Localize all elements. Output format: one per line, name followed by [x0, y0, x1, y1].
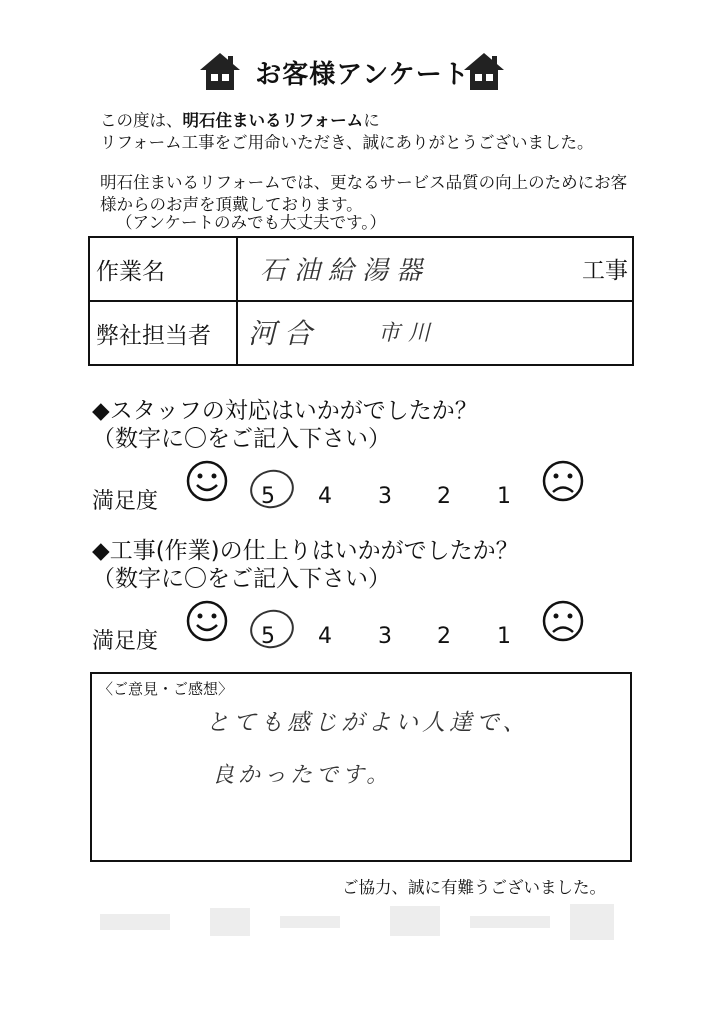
staff-value-1: 河合: [248, 317, 321, 350]
intro-line-3: 明石住まいるリフォームでは、更なるサービス品質の向上のためにお客: [100, 173, 628, 192]
intro-line-4: 様からのお声を頂戴しております。: [100, 195, 363, 214]
staff-value-cell[interactable]: [237, 301, 633, 365]
q1-option-5[interactable]: 5: [261, 484, 275, 509]
question-1-text: ◆スタッフの対応はいかがでしたか？: [92, 398, 478, 424]
frowning-face-icon: [542, 460, 584, 502]
frowning-face-icon: [542, 600, 584, 642]
q2-option-4[interactable]: 4: [318, 624, 332, 649]
company-name: 明石住まいるリフォーム: [182, 111, 364, 130]
staff-label: 弊社担当者: [89, 301, 237, 365]
house-icon: [462, 50, 506, 92]
work-suffix: 工事: [582, 258, 628, 284]
smiley-face-icon: [186, 600, 228, 642]
intro-line-5: （アンケートのみでも大丈夫です。）: [116, 213, 386, 232]
faded-company-stamp: [100, 900, 620, 948]
question-2-instruction: （数字に〇をご記入下さい）: [92, 566, 391, 592]
comment-line-2: 良かったです。: [212, 763, 393, 788]
work-value: 石油給湯器: [260, 256, 431, 286]
closing-text: ご協力、誠に有難うございました。: [342, 878, 606, 897]
question-1-instruction: （数字に〇をご記入下さい）: [92, 426, 391, 452]
q1-option-1[interactable]: 1: [497, 484, 511, 509]
satisfaction-label-1: 満足度: [92, 489, 159, 514]
q1-option-3[interactable]: 3: [378, 484, 392, 509]
q2-option-5[interactable]: 5: [261, 624, 275, 649]
work-row: [89, 237, 633, 301]
question-2-text: ◆工事(作業)の仕上りはいかがでしたか？: [92, 538, 519, 564]
q1-option-2[interactable]: 2: [437, 484, 451, 509]
work-value-cell[interactable]: [237, 237, 633, 301]
staff-row: [89, 301, 633, 365]
smiley-face-icon: [186, 460, 228, 502]
q1-selected-circle-mark: [246, 465, 298, 513]
intro-line-2: リフォーム工事をご用命いただき、誠にありがとうございました。: [100, 133, 594, 152]
page-title: お客様アンケート: [255, 60, 470, 90]
work-label: 作業名: [89, 237, 237, 301]
comment-line-1: とても感じがよい人達で、: [206, 710, 530, 736]
q2-selected-circle-mark: [246, 605, 298, 653]
intro-suffix: に: [363, 111, 380, 130]
satisfaction-label-2: 満足度: [92, 629, 159, 654]
intro-line-1: [100, 110, 380, 132]
staff-value-2: 市川: [378, 321, 439, 346]
q2-option-2[interactable]: 2: [437, 624, 451, 649]
q2-option-3[interactable]: 3: [378, 624, 392, 649]
q2-option-1[interactable]: 1: [497, 624, 511, 649]
q1-option-4[interactable]: 4: [318, 484, 332, 509]
intro-prefix: この度は、: [100, 111, 183, 130]
comment-label: 〈ご意見・ご感想〉: [98, 680, 234, 698]
info-table: [88, 236, 634, 366]
